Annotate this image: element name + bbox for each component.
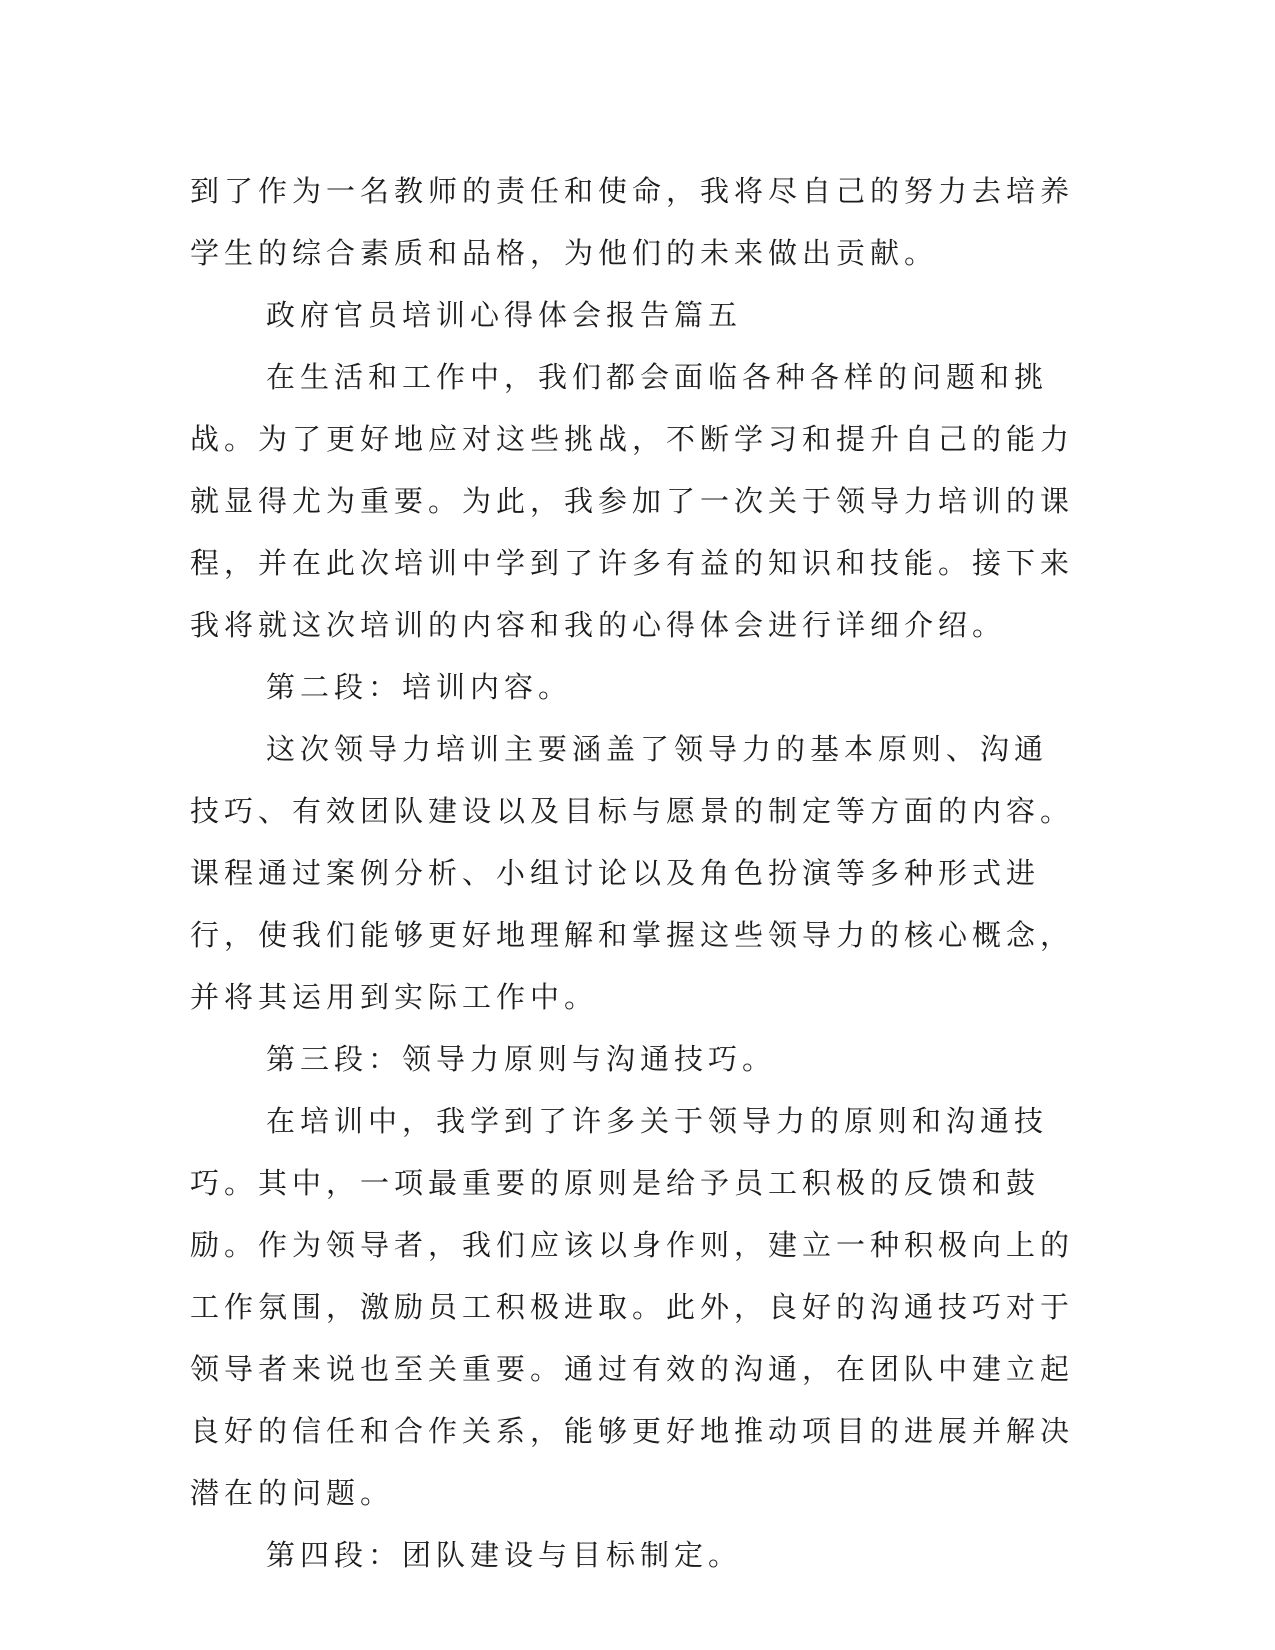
paragraph-training-content: 这次领导力培训主要涵盖了领导力的基本原则、沟通技巧、有效团队建设以及目标与愿景的制定等方面的内容。课程通过案例分析、小组讨论以及角色扮演等多种形式进行，使我们能够更好地理解和掌握这些领导力的核心概念，并将其运用到实际工作中。	[190, 732, 1075, 1014]
heading-section-4: 第四段：团队建设与目标制定。	[266, 1538, 743, 1572]
paragraph-intro: 在生活和工作中，我们都会面临各种各样的问题和挑战。为了更好地应对这些挑战，不断学习和提升自己的能力就显得尤为重要。为此，我参加了一次关于领导力培训的课程，并在此次培训中学到了许多有益的知识和技能。接下来我将就这次培训的内容和我的心得体会进行详细介绍。	[190, 360, 1075, 642]
document-body	[190, 160, 1080, 1586]
heading-section-2: 第二段：培训内容。	[266, 670, 573, 704]
paragraph-principles: 在培训中，我学到了许多关于领导力的原则和沟通技巧。其中，一项最重要的原则是给予员工积极的反馈和鼓励。作为领导者，我们应该以身作则，建立一种积极向上的工作氛围，激励员工积极进取。此外，良好的沟通技巧对于领导者来说也至关重要。通过有效的沟通，在团队中建立起良好的信任和合作关系，能够更好地推动项目的进展并解决潜在的问题。	[190, 1104, 1075, 1510]
heading-section-3: 第三段：领导力原则与沟通技巧。	[266, 1042, 777, 1076]
section-title: 政府官员培训心得体会报告篇五	[266, 298, 743, 332]
paragraph-continuation: 到了作为一名教师的责任和使命，我将尽自己的努力去培养学生的综合素质和品格，为他们的未来做出贡献。	[190, 174, 1075, 270]
